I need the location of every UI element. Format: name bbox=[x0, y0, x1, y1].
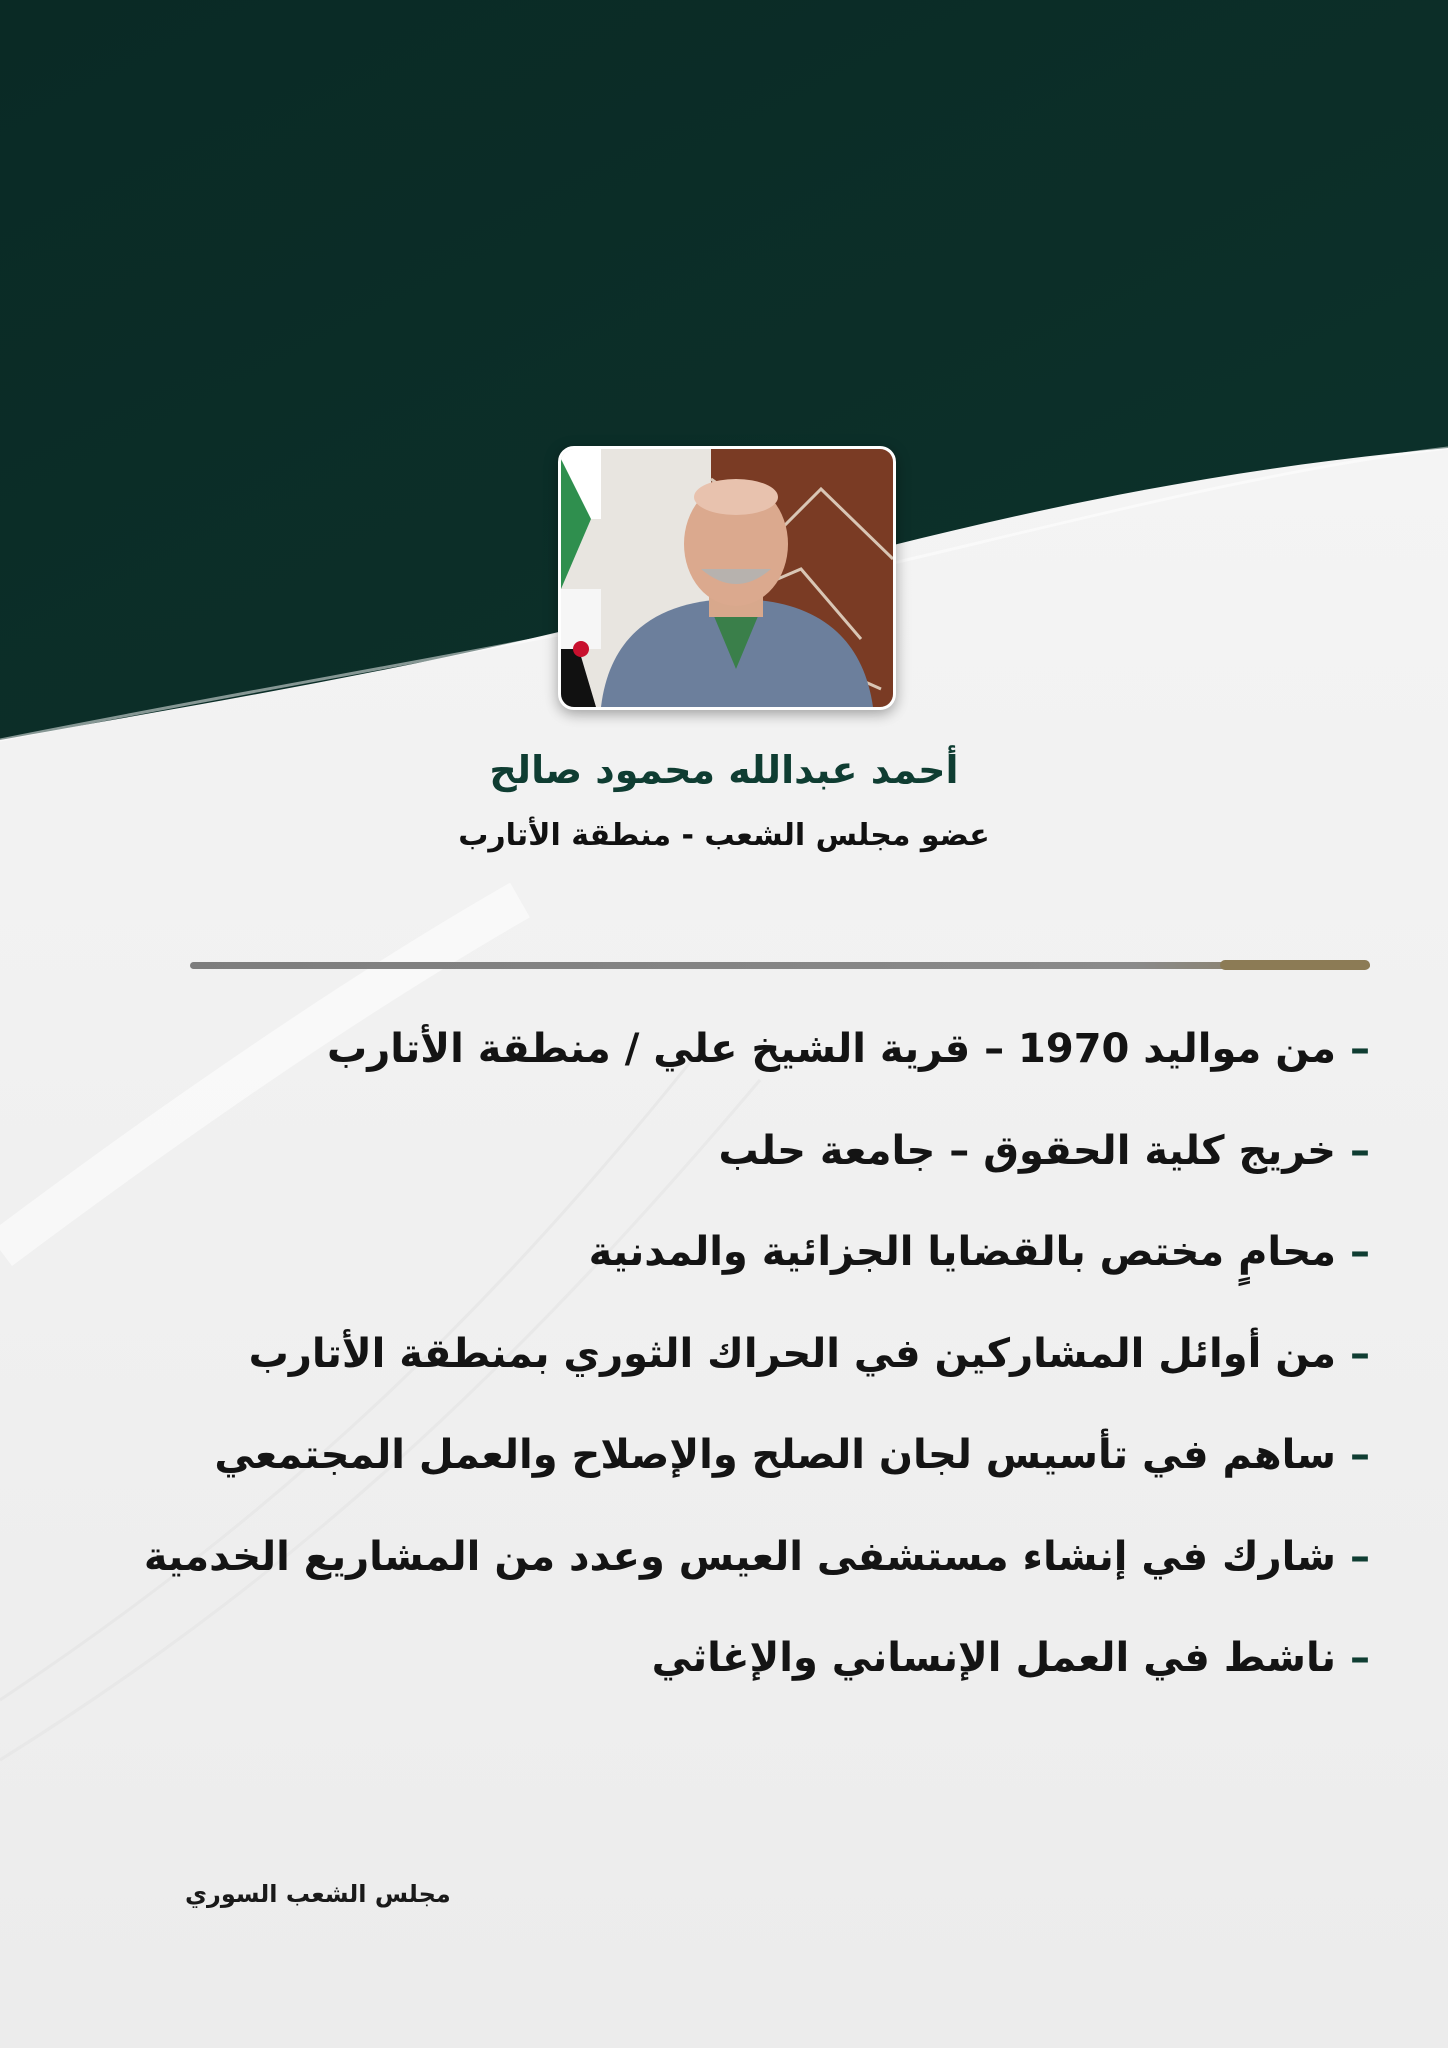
section-divider bbox=[190, 958, 1370, 972]
bio-fact bbox=[143, 1518, 1370, 1620]
portrait-photo bbox=[558, 446, 896, 710]
bullet-dash: – bbox=[1350, 1330, 1370, 1377]
bio-facts-list bbox=[143, 1010, 1370, 1721]
bio-fact bbox=[210, 1010, 1370, 1112]
bio-fact bbox=[210, 1619, 1370, 1721]
bio-fact-text: محامٍ مختص بالقضايا الجزائية والمدنية bbox=[588, 1229, 1336, 1275]
bullet-dash: – bbox=[1350, 1533, 1370, 1580]
bio-fact bbox=[210, 1416, 1370, 1518]
bullet-dash: – bbox=[1350, 1127, 1370, 1174]
bio-fact bbox=[210, 1213, 1370, 1315]
bio-fact-text: شارك في إنشاء مستشفى العيس وعدد من المشاريع الخدمية bbox=[143, 1533, 1336, 1580]
bio-fact-text: ناشط في العمل الإنساني والإغاثي bbox=[651, 1635, 1336, 1681]
bullet-dash: – bbox=[1350, 1026, 1370, 1072]
bio-fact-text: ساهم في تأسيس لجان الصلح والإصلاح والعمل المجتمعي bbox=[214, 1432, 1336, 1478]
bio-fact bbox=[210, 1315, 1370, 1417]
bullet-dash: – bbox=[1350, 1635, 1370, 1681]
bio-fact-text: من مواليد 1970 – قرية الشيخ علي / منطقة الأتارب bbox=[327, 1026, 1336, 1072]
bullet-dash: – bbox=[1350, 1432, 1370, 1478]
bio-fact-text: خريج كلية الحقوق – جامعة حلب bbox=[718, 1127, 1336, 1174]
member-role: عضو مجلس الشعب - منطقة الأتارب bbox=[458, 818, 990, 853]
bio-fact-text: من أوائل المشاركين في الحراك الثوري بمنطقة الأتارب bbox=[248, 1330, 1336, 1377]
footer-organization: مجلس الشعب السوري bbox=[185, 1880, 451, 1908]
member-name: أحمد عبدالله محمود صالح bbox=[489, 748, 959, 792]
bio-fact bbox=[210, 1112, 1370, 1214]
bullet-dash: – bbox=[1350, 1229, 1370, 1275]
